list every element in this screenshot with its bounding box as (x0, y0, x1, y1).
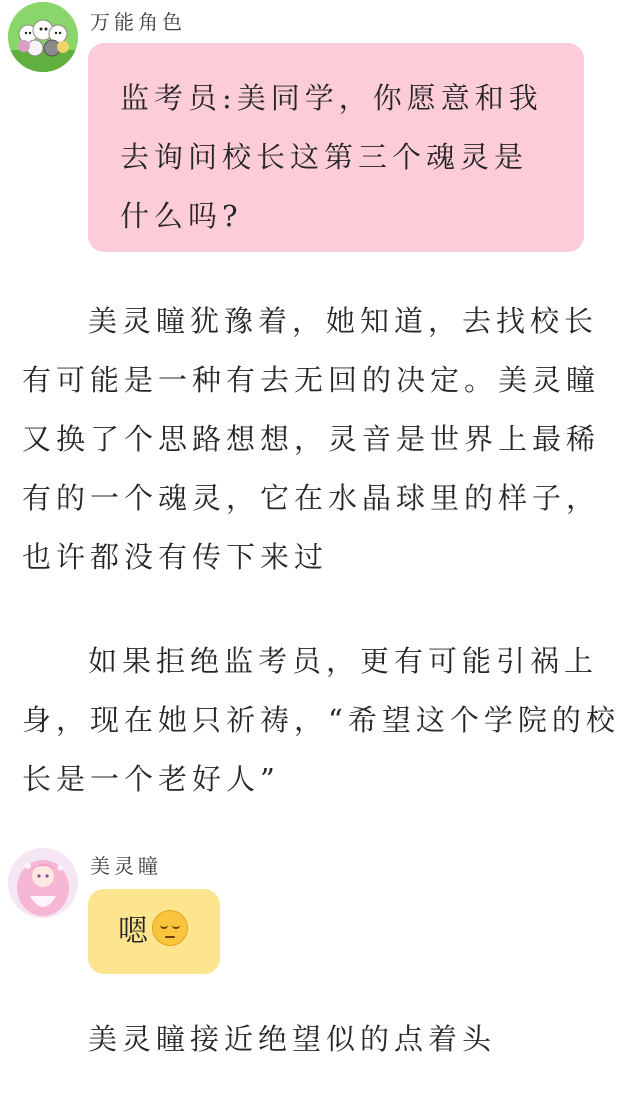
message-text: 监考员:美同学，你愿意和我去询问校长这第三个魂灵是什么吗? (120, 81, 543, 233)
message-bubble[interactable] (88, 889, 220, 974)
narrative-paragraph: 如果拒绝监考员，更有可能引祸上身，现在她只祈祷，“希望这个学院的校长是一个老好人” (22, 644, 620, 796)
narrative-paragraph: 美灵瞳接近绝望似的点着头 (88, 1022, 497, 1056)
sender-name: 万能角色 (90, 10, 186, 34)
chat-message (0, 0, 640, 260)
anime-girl-avatar[interactable] (8, 848, 78, 918)
pensive-face-emoji-icon (152, 910, 188, 946)
message-text: 嗯 (118, 914, 150, 949)
message-bubble[interactable] (88, 43, 584, 252)
narrative-paragraph: 美灵瞳犹豫着，她知道，去找校长有可能是一种有去无回的决定。美灵瞳又换了个思路想想，灵音是世界上最稀有的一个魂灵，它在水晶球里的样子，也许都没有传下来过 (22, 304, 601, 574)
sender-name: 美灵瞳 (90, 854, 162, 878)
sheep-group-avatar[interactable] (8, 2, 78, 72)
sheep-group-avatar-icon (8, 2, 78, 72)
chat-message (0, 840, 640, 980)
anime-girl-avatar-icon (8, 848, 78, 918)
